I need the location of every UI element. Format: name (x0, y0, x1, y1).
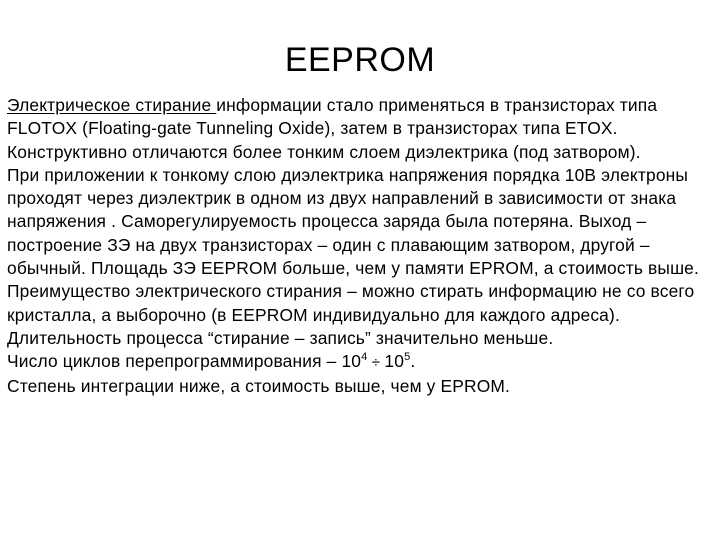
slide-title: EEPROM (284, 41, 436, 79)
underlined-term: Электрическое стирание (7, 95, 217, 115)
exponent-1: 4 (361, 351, 368, 364)
paragraph-text: информации стало применяться в транзисторах типа FLOTOX (Floating-gate Tunneling Oxide), затем в транзисторах типа ETOX. Конструктивно отличаются более тонким слоем диэлектрика (под затвором). (7, 95, 658, 162)
paragraph-voltage: При приложении к тонкому слою диэлектрика напряжения порядка 10В электроны проходят через диэлектрик в одном из двух направлений в зависимости от знака напряжения . Саморегулируемость процесса заряда была потеряна. Выход – построение ЗЭ на двух транзисторах – один с плавающим затвором, другой – обычный. Площадь ЗЭ EEPROM больше, чем у памяти EPROM, а стоимость выше. (7, 164, 699, 279)
cycles-suffix: . (410, 351, 416, 372)
slide-body (7, 94, 713, 398)
cycles-prefix: Число циклов перепрограммирования – 10 (7, 351, 362, 372)
cycles-base: 10 (384, 351, 405, 372)
exponent-2: 5 (404, 351, 411, 364)
paragraph-electrical-erase (7, 94, 713, 164)
paragraph-cycles (7, 350, 713, 374)
paragraph-advantage: Преимущество электрического стирания – можно стирать информацию не со всего кристалла, а выборочно (в EEPROM индивидуально для каждого адреса). Длительность процесса “стирание – запись” значительно меньше. (7, 281, 695, 348)
division-operator: ÷ (367, 354, 385, 372)
paragraph-integration: Степень интеграции ниже, а стоимость выше, чем у EPROM. (7, 375, 510, 396)
